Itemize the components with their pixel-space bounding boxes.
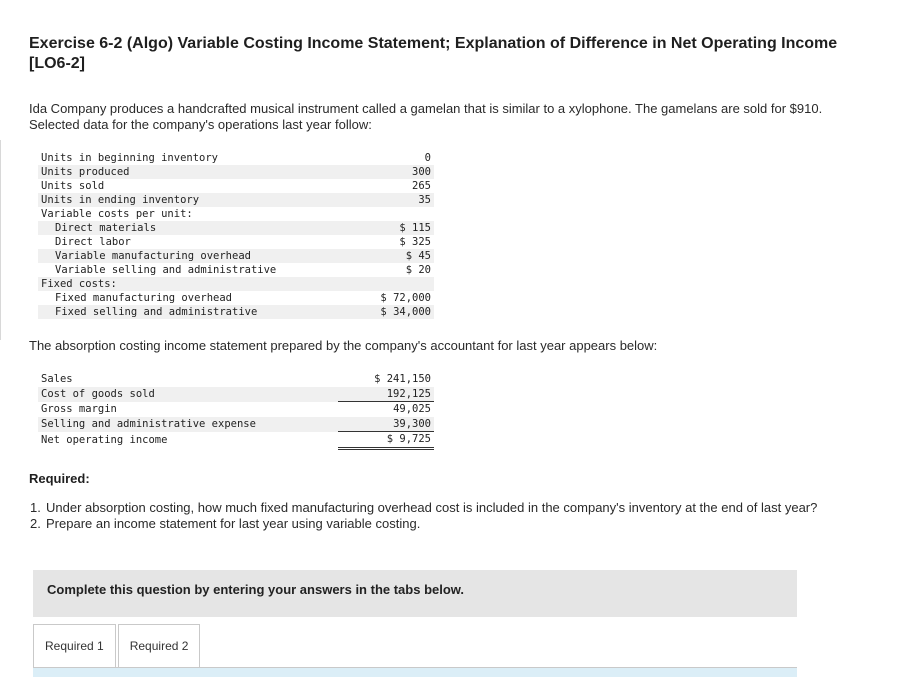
table-row	[38, 417, 434, 432]
row-value: $ 9,725	[338, 432, 434, 449]
row-label: Fixed costs:	[38, 277, 348, 291]
table-row	[38, 193, 434, 207]
list-item	[29, 516, 869, 532]
list-item	[29, 500, 869, 516]
table-row	[38, 387, 434, 402]
operations-data-table	[38, 151, 434, 319]
row-label: Fixed selling and administrative	[38, 305, 348, 319]
row-label: Direct materials	[38, 221, 348, 235]
row-value: 192,125	[338, 387, 434, 402]
tab-required-2[interactable]: Required 2	[118, 624, 201, 667]
row-label: Sales	[41, 373, 73, 385]
left-margin-rule	[0, 140, 5, 340]
row-label: Fixed manufacturing overhead	[55, 292, 233, 304]
row-label: Units in beginning inventory	[41, 152, 219, 164]
row-label: Cost of goods sold	[38, 387, 338, 402]
table-row	[38, 207, 434, 221]
row-label: Variable costs per unit:	[41, 208, 193, 220]
row-value	[348, 207, 434, 221]
row-value: 265	[412, 180, 431, 192]
table-row	[38, 277, 434, 291]
required-list	[29, 500, 869, 532]
absorption-intro-paragraph: The absorption costing income statement prepared by the company's accountant for last year appears below:	[29, 338, 658, 353]
table-row	[38, 179, 434, 193]
tab-required-1[interactable]: Required 1	[33, 624, 116, 667]
table-row	[38, 372, 434, 387]
intro-paragraph: Ida Company produces a handcrafted musical instrument called a gamelan that is similar to a xylophone. The gamelans are sold for $910. Selected data for the company's operations last year follow:	[29, 101, 823, 132]
answer-tabs	[33, 624, 200, 668]
row-value: $ 72,000	[380, 292, 431, 304]
required-heading: Required:	[29, 471, 90, 486]
row-value	[348, 277, 434, 291]
table-row	[38, 221, 434, 235]
row-value: 0	[424, 152, 431, 164]
tab-panel	[33, 668, 797, 677]
row-label: Units sold	[41, 180, 105, 192]
item-text: Under absorption costing, how much fixed manufacturing overhead cost is included in the company's inventory at the end of last year?	[46, 500, 818, 515]
row-label: Gross margin	[41, 402, 117, 415]
item-text: Prepare an income statement for last year using variable costing.	[46, 516, 421, 531]
table-row	[38, 291, 434, 305]
row-value: $ 115	[348, 221, 434, 235]
row-value: $ 34,000	[348, 305, 434, 319]
item-number: 2.	[30, 516, 41, 531]
table-row	[38, 305, 434, 319]
table-row	[38, 165, 434, 179]
row-label: Units in ending inventory	[38, 193, 348, 207]
row-label: Variable manufacturing overhead	[38, 249, 348, 263]
row-label: Direct labor	[55, 236, 131, 248]
table-row	[38, 432, 434, 449]
table-row	[38, 235, 434, 249]
row-value: $ 325	[399, 236, 431, 248]
row-label: Units produced	[38, 165, 348, 179]
table-row	[38, 249, 434, 263]
table-row	[38, 402, 434, 417]
table-row	[38, 151, 434, 165]
exercise-title: Exercise 6-2 (Algo) Variable Costing Income Statement; Explanation of Difference in Net Operating Income [LO6-2]	[29, 35, 838, 72]
absorption-income-statement	[38, 372, 434, 450]
row-value: 49,025	[393, 403, 431, 415]
item-number: 1.	[30, 500, 41, 515]
row-value: $ 45	[348, 249, 434, 263]
row-value: $ 241,150	[374, 373, 431, 385]
row-value: 300	[348, 165, 434, 179]
instructions-banner: Complete this question by entering your answers in the tabs below.	[33, 570, 797, 617]
row-value: $ 20	[405, 264, 431, 276]
table-row	[38, 263, 434, 277]
row-label: Selling and administrative expense	[38, 417, 338, 432]
row-label: Net operating income	[41, 433, 168, 446]
row-label: Variable selling and administrative	[55, 264, 277, 276]
row-value: 39,300	[338, 417, 434, 432]
row-value: 35	[348, 193, 434, 207]
